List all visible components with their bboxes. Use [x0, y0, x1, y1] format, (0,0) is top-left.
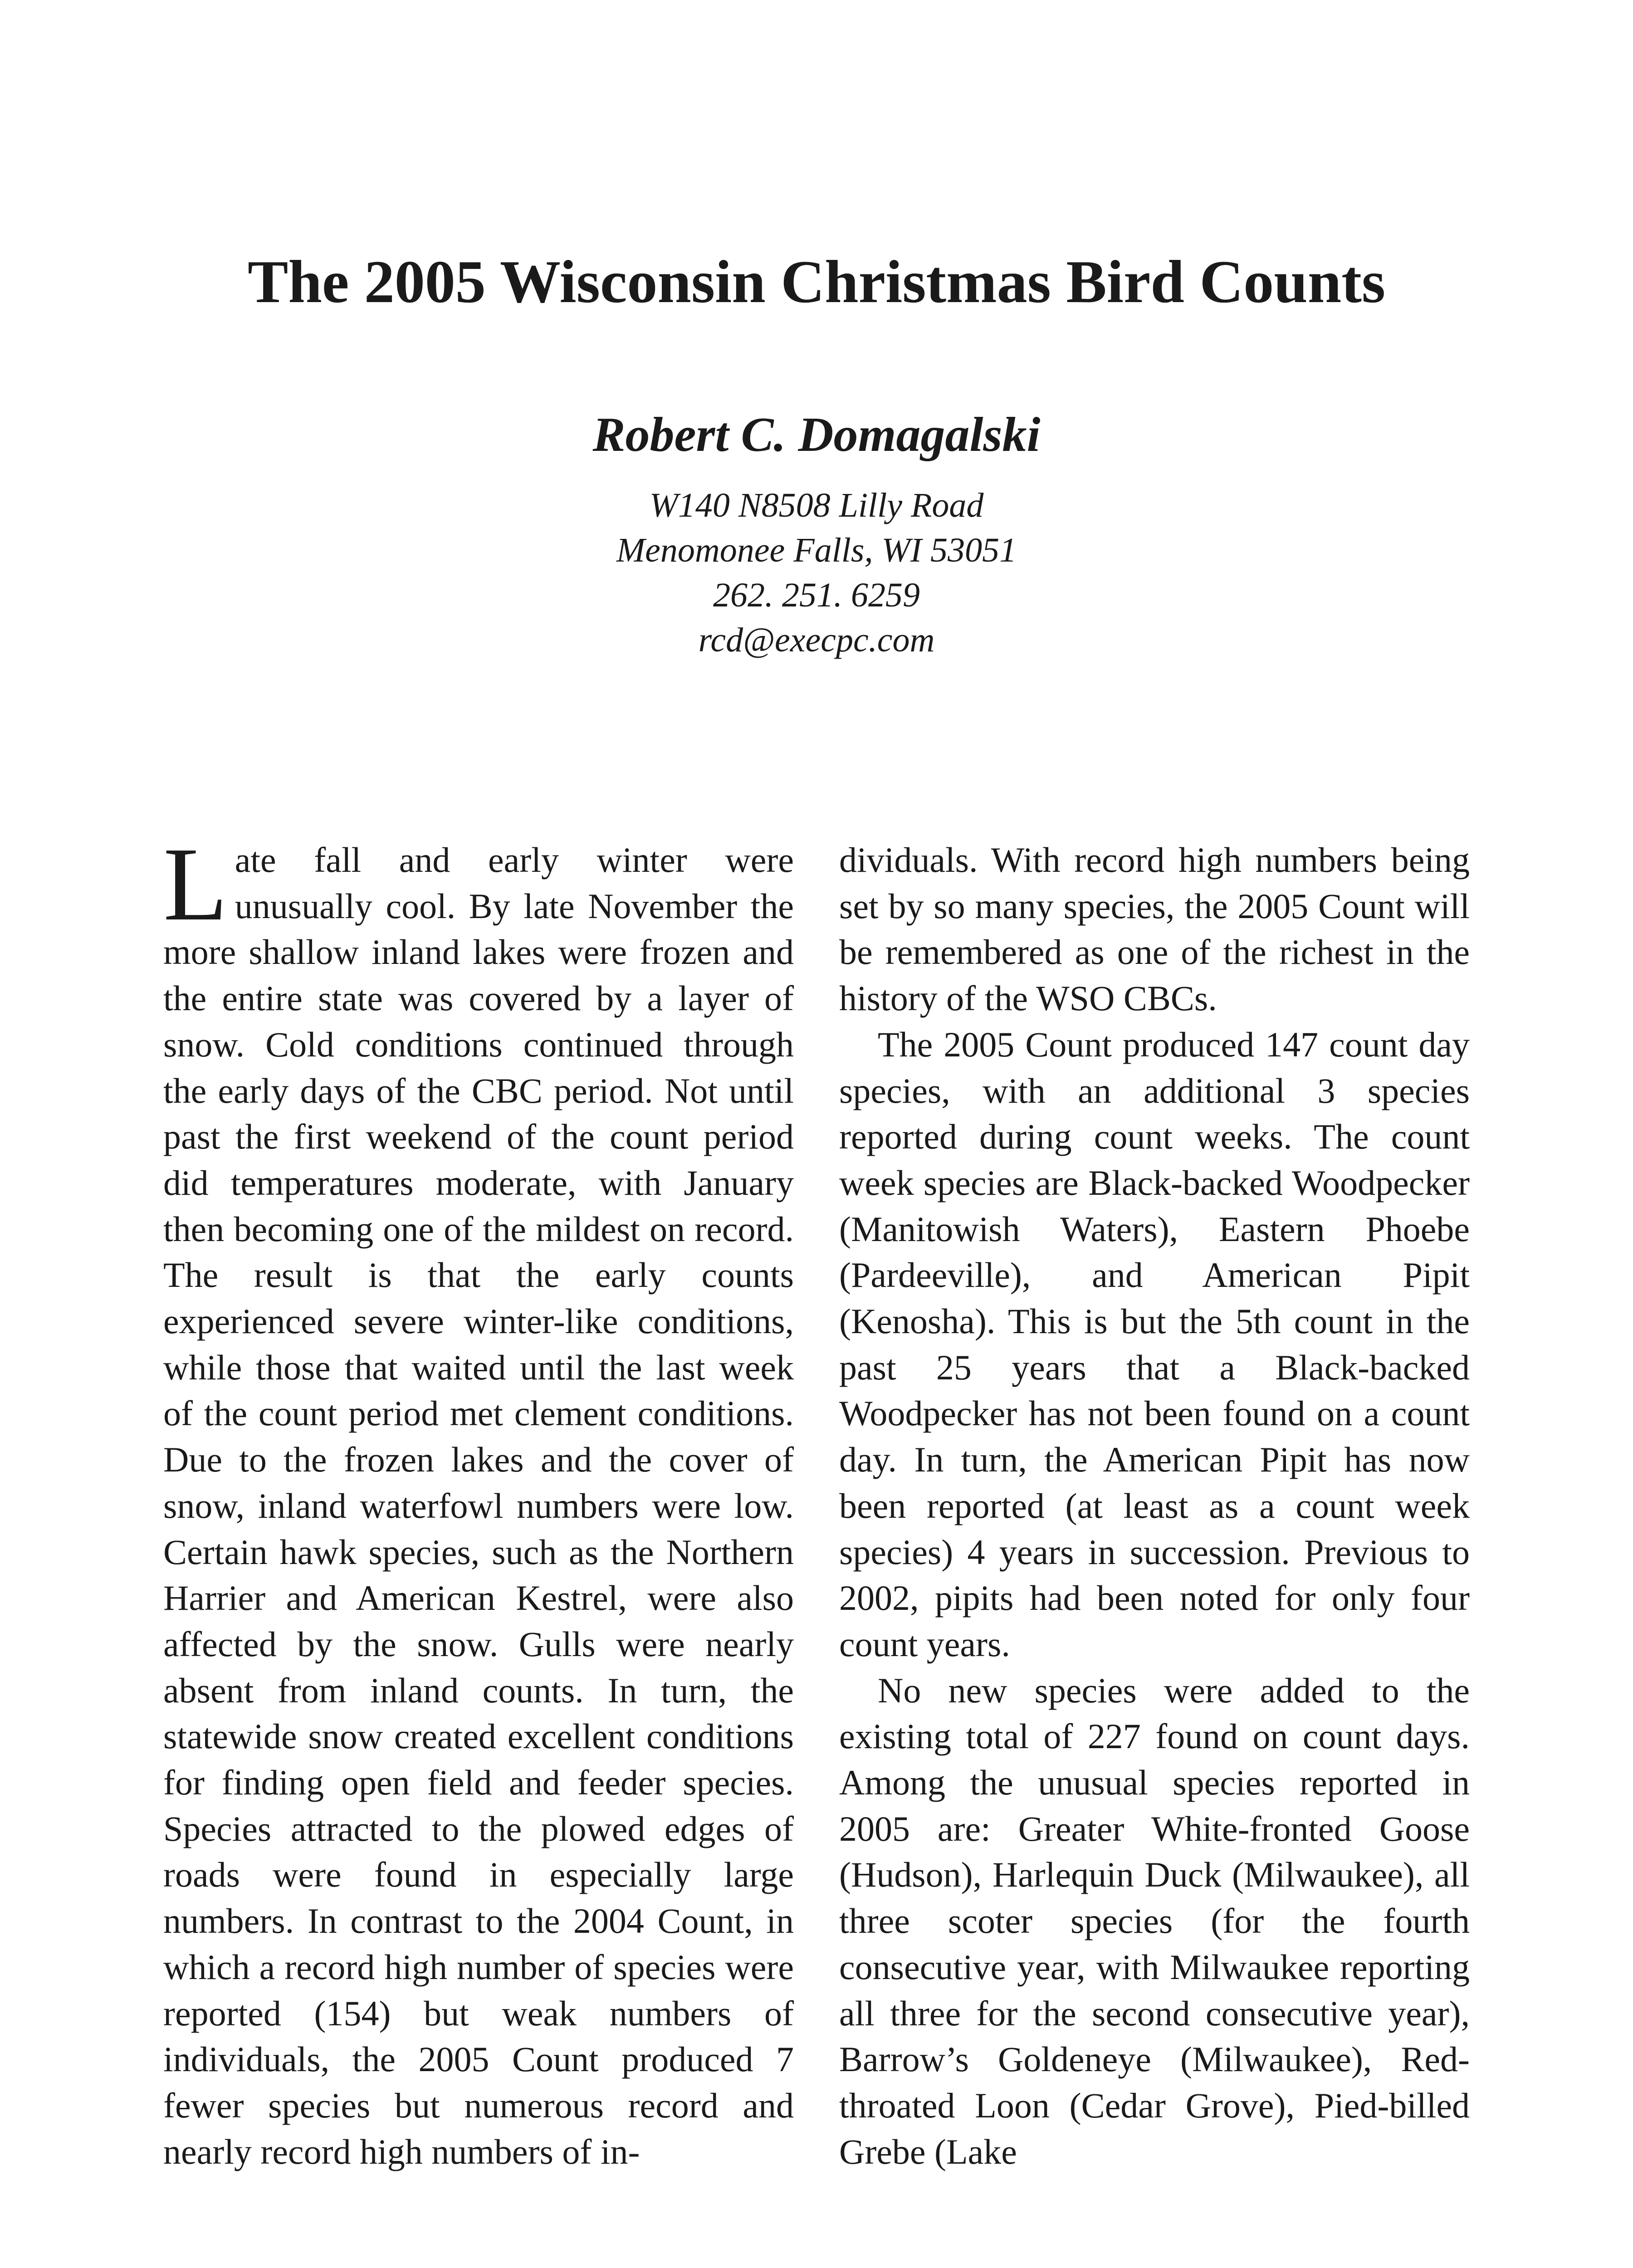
article-title: The 2005 Wisconsin Christmas Bird Counts [247, 248, 1386, 315]
paragraph-continued: dividuals. With record high numbers being set by so many species, the 2005 Count will be remembered as one of the richest in the history of the WSO CBCs. [839, 840, 1470, 1018]
body-column-left [163, 826, 794, 2175]
address-email: rcd@execpc.com [698, 621, 935, 659]
address-phone: 262. 251. 6259 [713, 576, 920, 614]
address-city: Menomonee Falls, WI 53051 [616, 531, 1017, 569]
paragraph-intro [163, 826, 794, 2175]
paragraph-unusual-species: No new species were added to the existing total of 227 found on count days. Among the unusual species reported in 2005 are: Greater White-fronted Goose (Hudson), Harlequin Duck (Milwaukee), all three scoter species (for the fourth consecutive year, with Milwaukee reporting all three for the second consecutive year), Barrow’s Goldeneye (Milwaukee), Red-throated Loon (Cedar Grove), Pied-billed Grebe (Lake [839, 1670, 1470, 2171]
drop-cap: L [163, 826, 228, 943]
author-address [0, 483, 1633, 663]
paragraph-intro-text: ate fall and early winter were unusually cool. By late November the more shallow inland lakes were frozen and the entire state was covered by a layer of snow. Cold conditions continued through the early days of the CBC period. Not until past the first weekend of the count period did temperatures moderate, with January then becoming one of the mildest on record. The result is that the early counts experienced severe winter-like conditions, while those that waited until the last week of the count period met clement conditions. Due to the frozen lakes and the cover of snow, inland waterfowl numbers were low. Certain hawk species, such as the Northern Harrier and American Kestrel, were also affected by the snow. Gulls were nearly absent from inland counts. In turn, the statewide snow created excellent conditions for finding open field and feeder species. Species attracted to the plowed edges of roads were found in especially large numbers. In contrast to the 2004 Count, in which a record high number of species were reported (154) but weak numbers of individuals, the 2005 Count produced 7 fewer species but numerous record and nearly record high numbers of in- [163, 840, 794, 2171]
author-name: Robert C. Domagalski [592, 408, 1041, 462]
body-column-right [839, 837, 1470, 2175]
address-street: W140 N8508 Lilly Road [649, 486, 984, 524]
paragraph-species-count: The 2005 Count produced 147 count day species, with an additional 3 species reported during count weeks. The count week species are Black-backed Woodpecker (Manitowish Waters), Eastern Phoebe (Pardeeville), and American Pipit (Kenosha). This is but the 5th count in the past 25 years that a Black-backed Woodpecker has not been found on a count day. In turn, the American Pipit has now been reported (at least as a count week species) 4 years in succession. Previous to 2002, pipits had been noted for only four count years. [839, 1024, 1470, 1664]
